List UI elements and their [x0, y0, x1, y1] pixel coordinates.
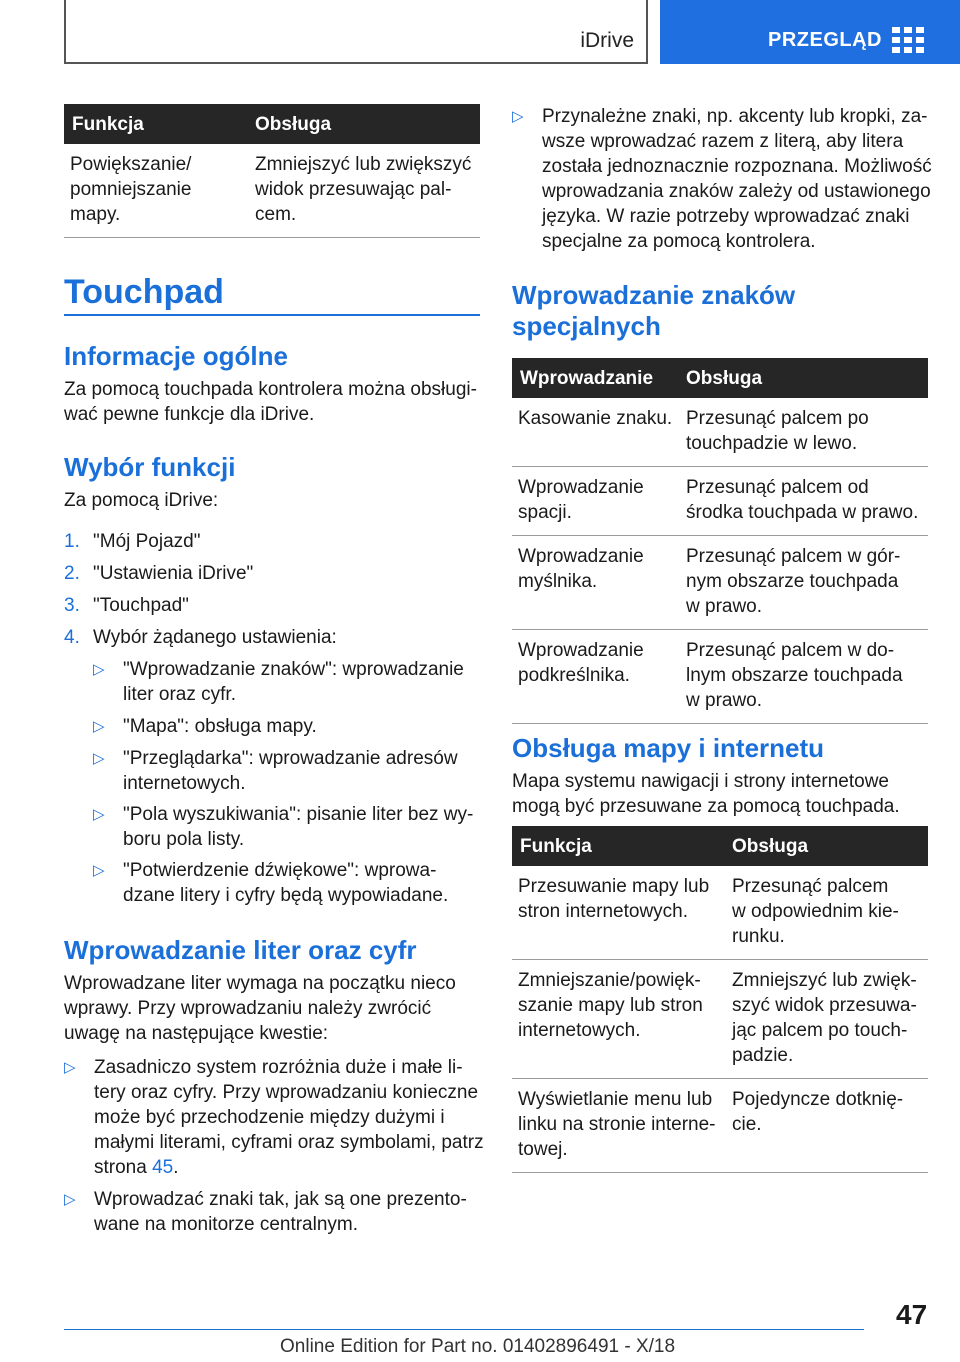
accent-bullet-text: Przynależne znaki, np. akcenty lub kropki, za- wsze wprowadzać razem z literą, aby litera została jednoznacznie rozpoznana. Możliwość wprowadzania znaków zależy od ustawionego języka. W razie potrzeby wprowadzać znaki specjalne za pomocą kontrolera.	[542, 106, 932, 252]
step-number: 3.	[64, 595, 80, 616]
header-chapter-tab[interactable]	[660, 0, 960, 64]
option-text: "Mapa": obsługa mapy.	[123, 716, 317, 737]
step-number: 2.	[64, 563, 80, 584]
letters-bullet-text: Wprowadzać znaki tak, jak są one prezento- wane na monitorze centralnym.	[94, 1189, 467, 1235]
table-cell: Wprowadzanie myślnika.	[512, 536, 680, 630]
edition-text: Online Edition for Part no. 01402896491 - X/18	[280, 1336, 676, 1357]
title-rule	[64, 314, 480, 316]
page-link[interactable]: 45	[152, 1157, 174, 1178]
bullet-icon: ▷	[93, 718, 105, 735]
option-text: "Pola wyszukiwania": pisanie liter bez wy- boru pola listy.	[123, 804, 474, 850]
letters-heading: Wprowadzanie liter oraz cyfr	[64, 935, 417, 965]
table-header-row	[512, 358, 928, 398]
table-row	[512, 630, 928, 724]
step-text: "Ustawienia iDrive"	[93, 563, 254, 584]
table-cell: Wyświetlanie menu lub linku na stronie interne- towej.	[512, 1079, 726, 1173]
option-text: "Przeglądarka": wprowadzanie adresów internetowych.	[123, 748, 458, 794]
bullet-icon: ▷	[64, 1059, 76, 1076]
table-header-cell: Obsługa	[249, 104, 480, 144]
bullet-icon: ▷	[93, 862, 105, 879]
page-number: 47	[896, 1299, 928, 1330]
table-cell: Przesuwanie mapy lub stron internetowych.	[512, 866, 726, 960]
table-row	[512, 398, 928, 467]
bullet-icon: ▷	[64, 1191, 76, 1208]
table-header-cell: Funkcja	[512, 826, 726, 866]
table-header-cell: Obsługa	[680, 358, 928, 398]
header-section-box	[64, 0, 648, 64]
letters-bullet-body: Zasadniczo system rozróżnia duże i małe li- tery oraz cyfry. Przy wprowadzaniu konieczne może być przechodzenie między dużymi i małymi literami, cyframi oraz symbolami, patrz strona 45.	[94, 1057, 484, 1178]
bullet-icon: ▷	[93, 661, 105, 678]
special-heading: Wprowadzanie znaków specjalnych	[512, 280, 796, 341]
option-text: "Wprowadzanie znaków": wprowadzanie liter oraz cyfr.	[123, 659, 464, 705]
table-cell: Przesunąć palcem w odpowiednim kie- runku.	[726, 866, 928, 960]
table-header-cell: Wprowadzanie	[512, 358, 680, 398]
table-row	[512, 467, 928, 536]
table-cell: Zmniejszanie/powięk- szanie mapy lub stron internetowych.	[512, 960, 726, 1079]
table-cell: Pojedyncze dotknię- cie.	[726, 1079, 928, 1173]
select-intro: Za pomocą iDrive:	[64, 490, 219, 511]
step-text: Wybór żądanego ustawienia:	[93, 627, 337, 648]
bullet-icon: ▷	[512, 108, 524, 125]
header-section-title: iDrive	[580, 29, 634, 52]
table-row	[512, 1079, 928, 1173]
touchpad-title: Touchpad	[64, 273, 224, 311]
table-cell: Wprowadzanie spacji.	[512, 467, 680, 536]
table-cell: Powiększanie/ pomniejszanie mapy.	[64, 144, 249, 238]
table-header-row	[64, 104, 480, 144]
table-row	[64, 144, 480, 238]
table-header-cell: Obsługa	[726, 826, 928, 866]
map-heading: Obsługa mapy i internetu	[512, 733, 825, 763]
table-cell: Kasowanie znaku.	[512, 398, 680, 467]
option-text: "Potwierdzenie dźwiękowe": wprowa- dzane litery i cyfry będą wypowiadane.	[123, 860, 449, 906]
zoom-table	[64, 104, 480, 238]
map-text: Mapa systemu nawigacji i strony internetowe mogą być przesuwane za pomocą touchpada.	[512, 771, 900, 817]
table-cell: Przesunąć palcem po touchpadzie w lewo.	[680, 398, 928, 467]
table-header-cell: Funkcja	[64, 104, 249, 144]
header-chapter-title: PRZEGLĄD	[768, 29, 882, 51]
select-heading: Wybór funkcji	[64, 452, 236, 482]
table-cell: Wprowadzanie podkreślnika.	[512, 630, 680, 724]
table-header-row	[512, 826, 928, 866]
step-number: 4.	[64, 627, 80, 648]
bullet-icon: ▷	[93, 750, 105, 767]
table-row	[512, 536, 928, 630]
map-internet-table	[512, 826, 928, 1173]
grid-icon	[892, 27, 924, 53]
general-heading: Informacje ogólne	[64, 341, 288, 371]
table-cell: Przesunąć palcem w gór- nym obszarze touchpada w prawo.	[680, 536, 928, 630]
letters-text: Wprowadzane liter wymaga na początku nieco wprawy. Przy wprowadzaniu należy zwrócić uwagę na następujące kwestie:	[64, 973, 456, 1044]
step-text: "Mój Pojazd"	[93, 531, 201, 552]
table-cell: Przesunąć palcem od środka touchpada w prawo.	[680, 467, 928, 536]
table-row	[512, 866, 928, 960]
table-cell: Zmniejszyć lub zwięk- szyć widok przesuwa- jąc palcem po touch- padzie.	[726, 960, 928, 1079]
footer-rule	[64, 1329, 864, 1330]
bullet-icon: ▷	[93, 806, 105, 823]
general-text: Za pomocą touchpada kontrolera można obsługi- wać pewne funkcje dla iDrive.	[64, 379, 477, 425]
step-text: "Touchpad"	[93, 595, 189, 616]
table-cell: Przesunąć palcem w do- lnym obszarze touchpada w prawo.	[680, 630, 928, 724]
table-row	[512, 960, 928, 1079]
letters-bullet-text: Zasadniczo system rozróżnia duże i małe li- tery oraz cyfry. Przy wprowadzaniu konieczne może być przechodzenie między dużymi i małymi literami, cyframi oraz symbolami, patrz strona	[94, 1057, 484, 1178]
special-chars-table	[512, 358, 928, 724]
table-cell: Zmniejszyć lub zwiększyć widok przesuwając pal- cem.	[249, 144, 480, 238]
step-number: 1.	[64, 531, 80, 552]
